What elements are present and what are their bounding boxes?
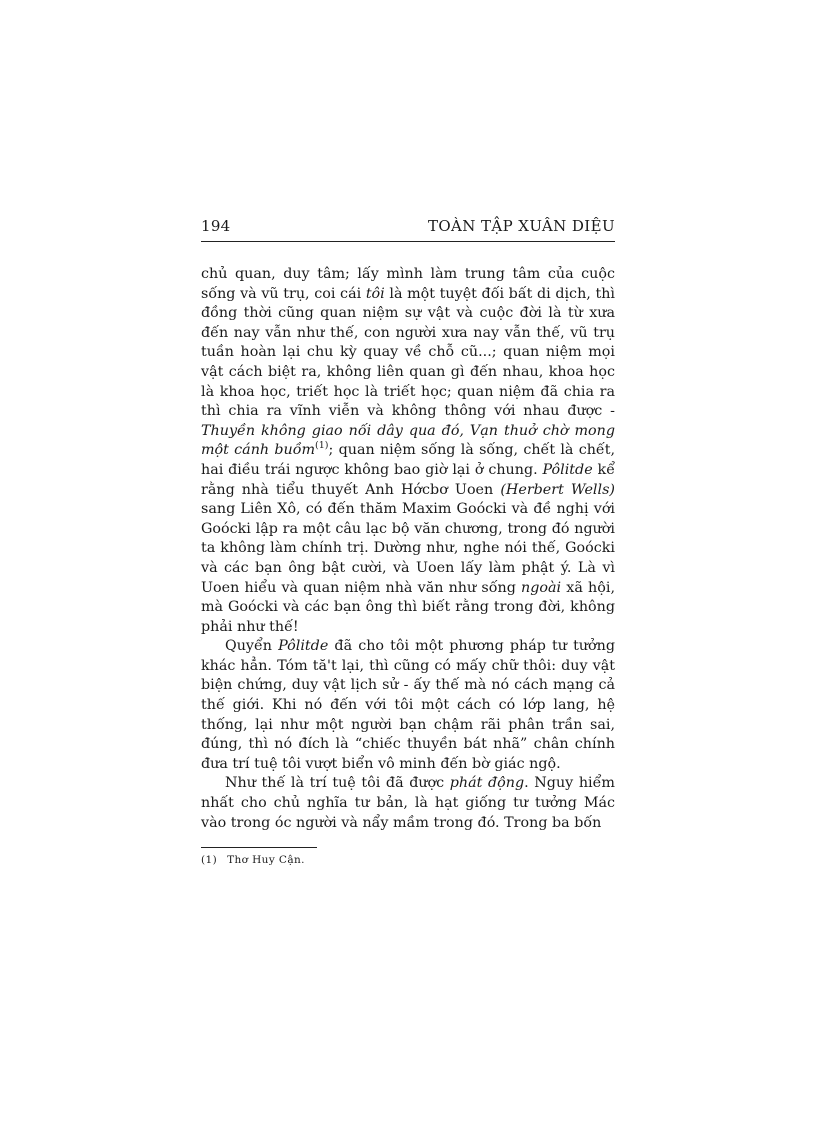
running-title: TOÀN TẬP XUÂN DIỆU [427, 217, 615, 235]
text-run: . Nguy hiểm nhất cho chủ nghĩa tư bản, là hạt giống tư tưởng Mác vào trong óc người và nẩy mầm trong đó. Trong ba bốn [201, 775, 615, 831]
page-number: 194 [201, 217, 231, 235]
footnote-reference: (1) [315, 440, 329, 452]
italic-text: ngoài [521, 579, 562, 596]
italic-text: Pôlitde [542, 461, 593, 478]
text-run: ; quan niệm sống là sống, chết là chết, hai điều trái ngược không bao giờ lại ở chung. [201, 442, 615, 478]
footnote-mark: (1) [201, 854, 218, 866]
italic-text: (Herbert Wells) [500, 481, 615, 498]
footnote [201, 853, 305, 867]
text-run: kể rằng nhà tiểu thuyết Anh Hớcbơ Uoen [201, 461, 615, 498]
footnote-text: Thơ Huy Cận. [227, 854, 305, 866]
body-text [201, 265, 615, 833]
text-run: đã cho tôi một phương pháp tư tưởng khác hẳn. Tóm tă't lại, thì cũng có mấy chữ thôi: duy vật biện chứng, duy vật lịch sử - ấy thế mà nó cách mạng cả thế giới. Khi nó đến với tôi một cách có lớp lang, hệ thống, lại như một người bạn chậm rãi phân trần sai, đúng, thì nó đích là “chiếc thuyền bát nhã” chân chính đưa trí tuệ tôi vượt biển vô minh đến bờ giác ngộ. [201, 638, 615, 772]
paragraph-2 [201, 637, 615, 774]
text-run: Như thế là trí tuệ tôi đã được [225, 775, 450, 792]
paragraph-3 [201, 774, 615, 833]
italic-text: phát động [449, 775, 525, 792]
page-header [201, 215, 615, 242]
footnote-divider [201, 847, 317, 848]
italic-text: Pôlitde [278, 638, 329, 655]
italic-text: tôi [365, 285, 385, 302]
text-run: Quyển [225, 638, 279, 655]
text-run: là một tuyệt đối bất di dịch, thì đồng thời cũng quan niệm sự vật và cuộc đời là từ xưa đến nay vẫn như thế, con người xưa nay vẫn thế, vũ trụ tuần hoàn lại chu kỳ quay về chỗ cũ...; quan niệm mọi vật cách biệt ra, không liên quan gì đến nhau, khoa học là khoa học, triết học là triết học; quan niệm đã chia ra thì chia ra vĩnh viễn và không thông với nhau được - [201, 285, 615, 420]
text-run: chủ quan, duy tâm; lấy mình làm trung tâm của cuộc sống và vũ trụ, coi cái [201, 266, 615, 302]
text-run: xã hội, mà Goócki và các bạn ông thì biết rằng trong đời, không phải như thế! [201, 579, 615, 635]
text-run: sang Liên Xô, có đến thăm Maxim Goócki và đề nghị với Goócki lập ra một câu lạc bộ văn chương, trong đó người ta không làm chính trị. Dường như, nghe nói thế, Goócki và các bạn ông bật cười, và Uoen lấy làm phật ý. Là vì Uoen hiểu và quan niệm nhà văn như sống [201, 501, 615, 596]
paragraph-1 [201, 265, 615, 637]
italic-text: Thuyền không giao nối dây qua đó, Vạn thuở chờ mong một cánh buồm [201, 422, 615, 459]
